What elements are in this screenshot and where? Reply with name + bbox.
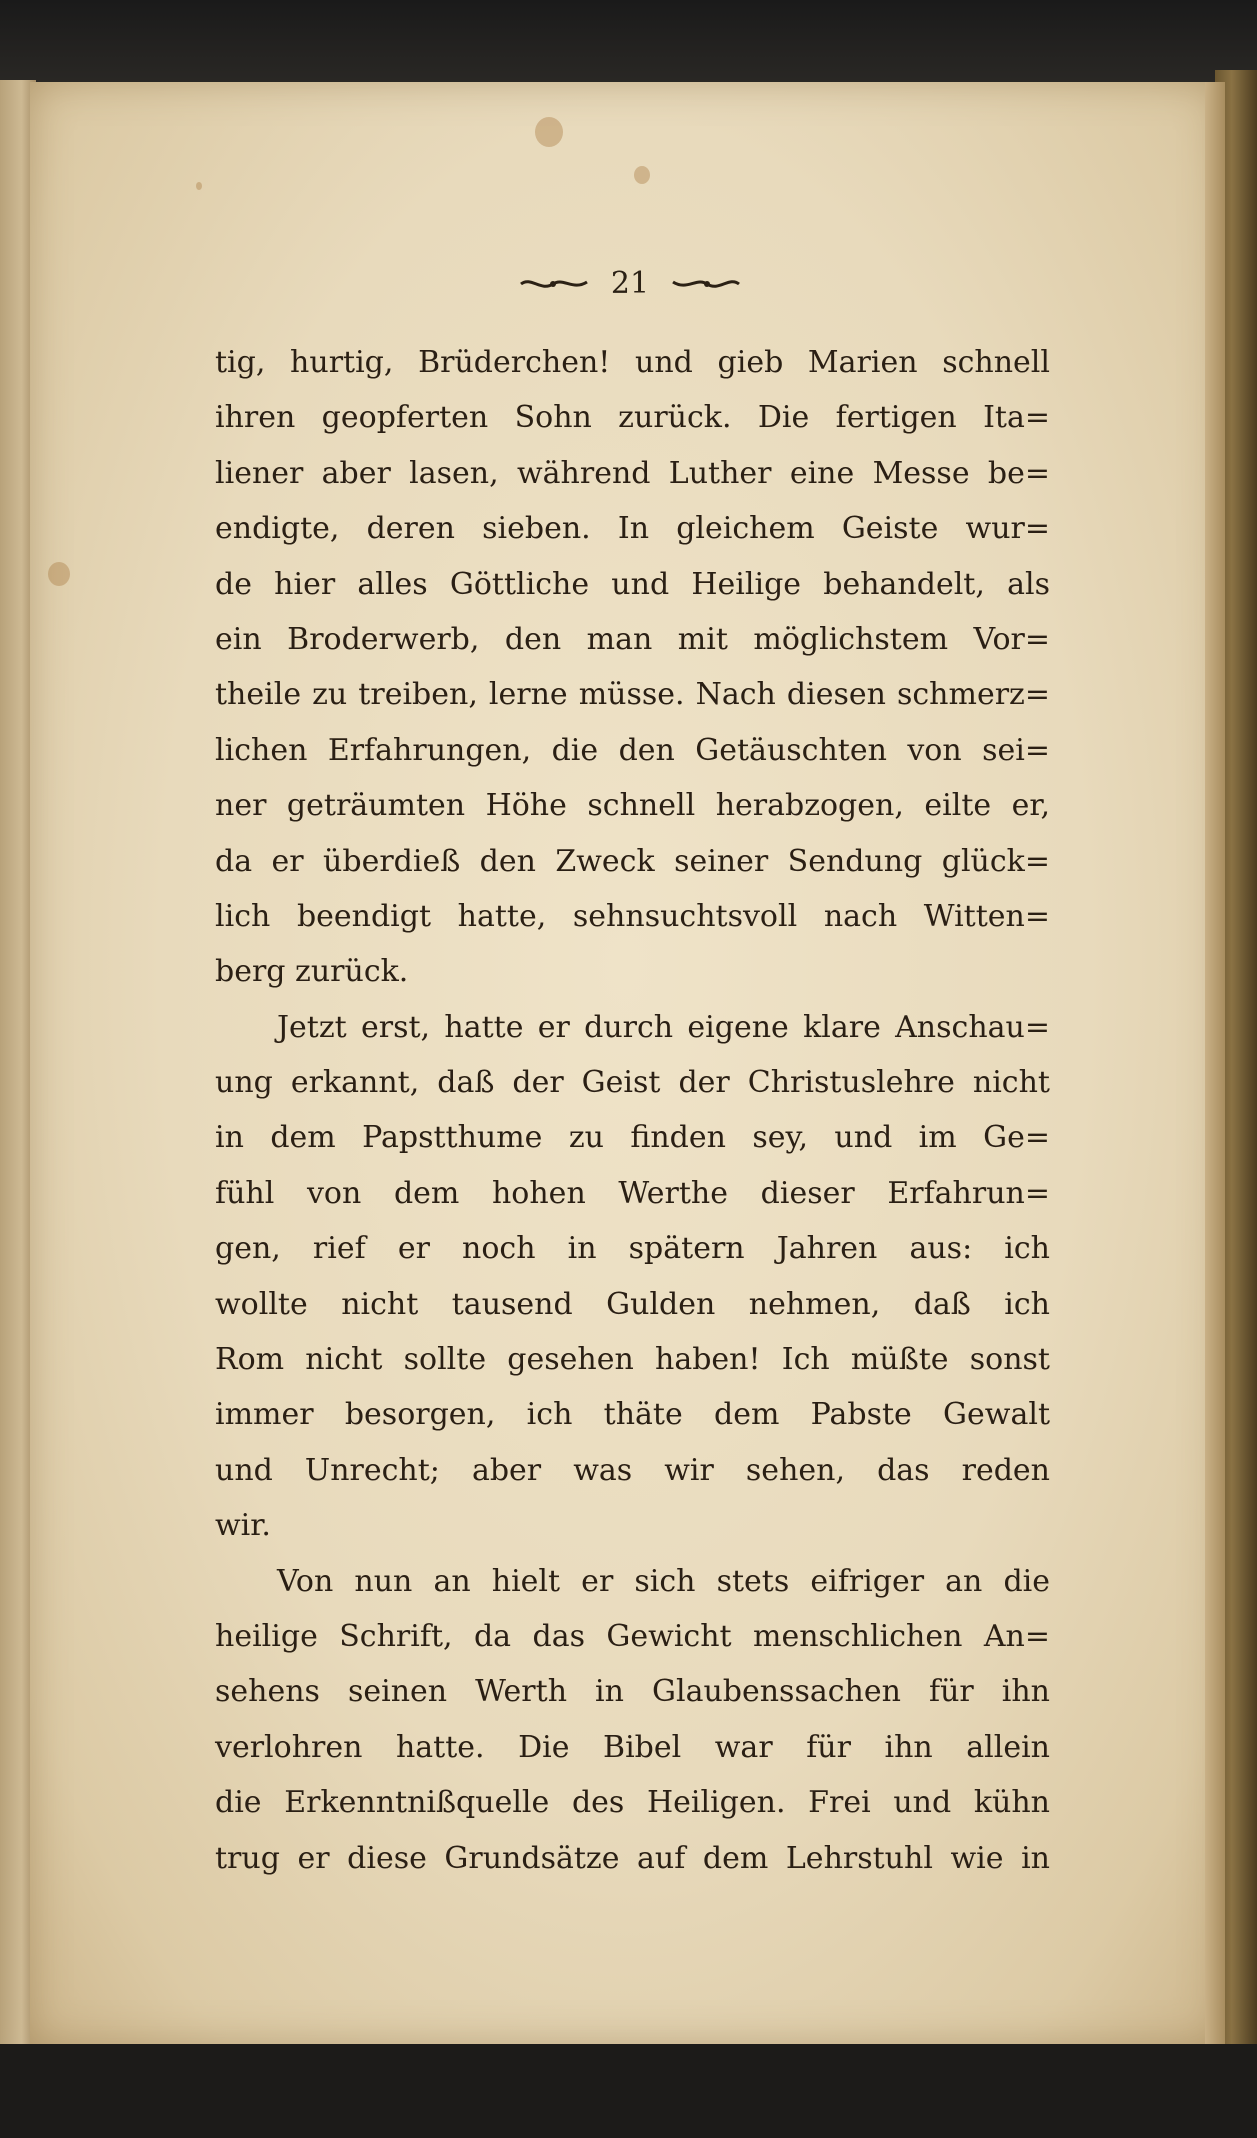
paper-stain (535, 117, 563, 147)
text-line: immer besorgen, ich thäte dem Pabste Gewalt (215, 1397, 1050, 1433)
scan-bottom-edge (0, 2044, 1257, 2138)
page-header (480, 262, 780, 306)
text-line: in dem Papstthume zu finden sey, und im Ge= (215, 1120, 1050, 1156)
text-line: de hier alles Göttliche und Heilige behandelt, als (215, 566, 1050, 602)
text-line: die Erkenntnißquelle des Heiligen. Frei und kühn (215, 1785, 1050, 1821)
text-line: Rom nicht sollte gesehen haben! Ich müßte sonst (215, 1342, 1050, 1378)
text-line: liener aber lasen, während Luther eine Messe be= (215, 455, 1050, 491)
text-line: gen, rief er noch in spätern Jahren aus: ich (215, 1231, 1050, 1267)
text-line: ung erkannt, daß der Geist der Christuslehre nicht (215, 1065, 1050, 1101)
text-line: wir. (215, 1508, 271, 1544)
text-line: theile zu treiben, lerne müsse. Nach diesen schmerz= (215, 677, 1050, 713)
text-line: ihren geopferten Sohn zurück. Die fertigen Ita= (215, 400, 1050, 436)
text-line: lichen Erfahrungen, die den Getäuschten von sei= (215, 732, 1050, 768)
ornament-left-icon (519, 274, 589, 294)
text-line: heilige Schrift, da das Gewicht menschlichen An= (215, 1618, 1050, 1654)
text-line: trug er diese Grundsätze auf dem Lehrstuhl wie in (215, 1840, 1050, 1876)
text-line: lich beendigt hatte, sehnsuchtsvoll nach Witten= (215, 898, 1050, 934)
text-line: endigte, deren sieben. In gleichem Geiste wur= (215, 511, 1050, 547)
text-line: verlohren hatte. Die Bibel war für ihn allein (215, 1729, 1050, 1765)
paper-stain (48, 562, 70, 586)
text-line: tig, hurtig, Brüderchen! und gieb Marien schnell (215, 345, 1050, 380)
text-line: ner geträumten Höhe schnell herabzogen, eilte er, (215, 788, 1050, 824)
text-line: berg zurück. (215, 954, 409, 990)
ornament-right-icon (671, 274, 741, 294)
text-line: sehens seinen Werth in Glaubenssachen für ihn (215, 1674, 1050, 1710)
text-line: fühl von dem hohen Werthe dieser Erfahrun= (215, 1175, 1050, 1211)
text-line: Jetzt erst, hatte er durch eigene klare Anschau= (277, 1009, 1050, 1045)
body-text (215, 335, 1050, 1886)
paper-stain (196, 182, 202, 190)
text-line: ein Broderwerb, den man mit möglichstem Vor= (215, 621, 1050, 657)
text-line: wollte nicht tausend Gulden nehmen, daß ich (215, 1286, 1050, 1322)
paper-stain (634, 166, 650, 184)
page-edge-right (1205, 82, 1225, 2044)
text-line: Von nun an hielt er sich stets eifriger an die (277, 1563, 1050, 1599)
text-line: und Unrecht; aber was wir sehen, das reden (215, 1452, 1050, 1488)
page-number: 21 (610, 266, 650, 301)
text-line: da er überdieß den Zweck seiner Sendung glück= (215, 843, 1050, 879)
